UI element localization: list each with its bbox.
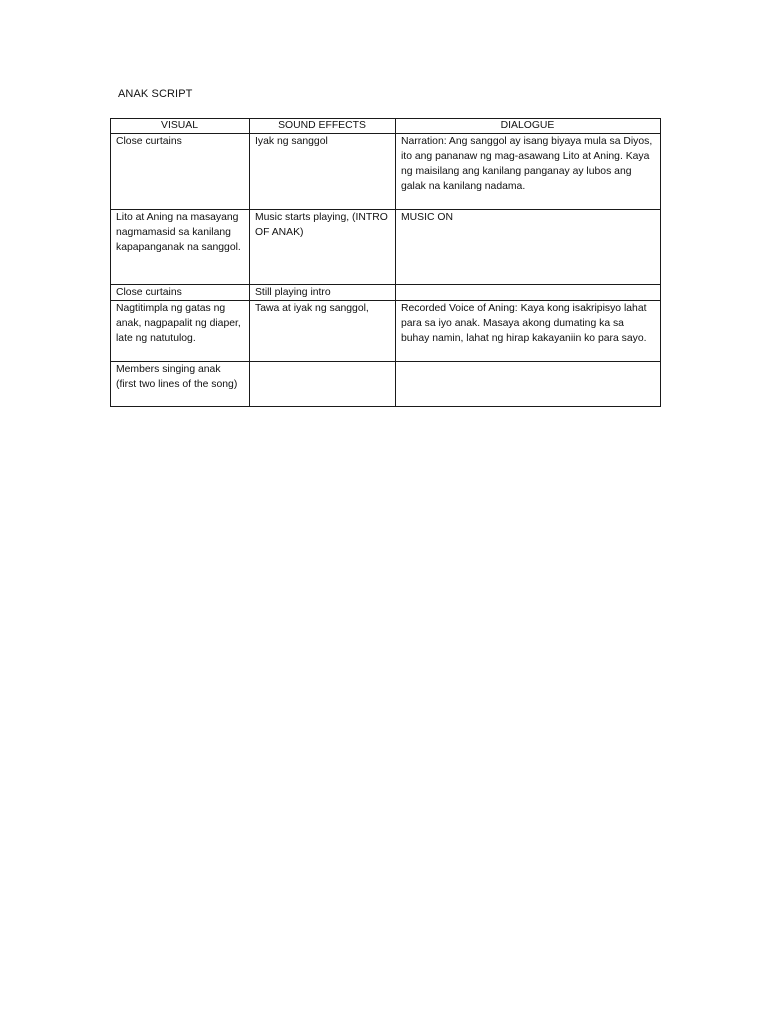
table-row — [111, 301, 661, 362]
cell-sound-effects: Iyak ng sanggol — [250, 134, 396, 210]
script-table — [110, 118, 661, 407]
column-header-dialogue: DIALOGUE — [396, 119, 661, 134]
cell-visual: Members singing anak (first two lines of the song) — [111, 362, 250, 407]
column-header-sound-effects: SOUND EFFECTS — [250, 119, 396, 134]
table-row — [111, 362, 661, 407]
cell-visual: Close curtains — [111, 285, 250, 301]
column-header-visual: VISUAL — [111, 119, 250, 134]
document-title: ANAK SCRIPT — [118, 88, 193, 100]
table-row — [111, 285, 661, 301]
cell-sound-effects: Music starts playing, (INTRO OF ANAK) — [250, 210, 396, 285]
cell-sound-effects — [250, 362, 396, 407]
table-header-row — [111, 119, 661, 134]
cell-dialogue — [396, 362, 661, 407]
cell-visual: Close curtains — [111, 134, 250, 210]
cell-dialogue: MUSIC ON — [396, 210, 661, 285]
cell-dialogue: Narration: Ang sanggol ay isang biyaya mula sa Diyos, ito ang pananaw ng mag-asawang Lito at Aning. Kaya ng maisilang ang kanilang panganay ay lubos ang galak na kanilang nadama. — [396, 134, 661, 210]
cell-dialogue: Recorded Voice of Aning: Kaya kong isakripisyo lahat para sa iyo anak. Masaya akong dumating ka sa buhay namin, lahat ng hirap kakayaniin ko para sayo. — [396, 301, 661, 362]
cell-visual: Lito at Aning na masayang nagmamasid sa kanilang kapapanganak na sanggol. — [111, 210, 250, 285]
cell-dialogue — [396, 285, 661, 301]
cell-sound-effects: Tawa at iyak ng sanggol, — [250, 301, 396, 362]
cell-visual: Nagtitimpla ng gatas ng anak, nagpapalit ng diaper, late ng natutulog. — [111, 301, 250, 362]
table-row — [111, 210, 661, 285]
cell-sound-effects: Still playing intro — [250, 285, 396, 301]
table-row — [111, 134, 661, 210]
